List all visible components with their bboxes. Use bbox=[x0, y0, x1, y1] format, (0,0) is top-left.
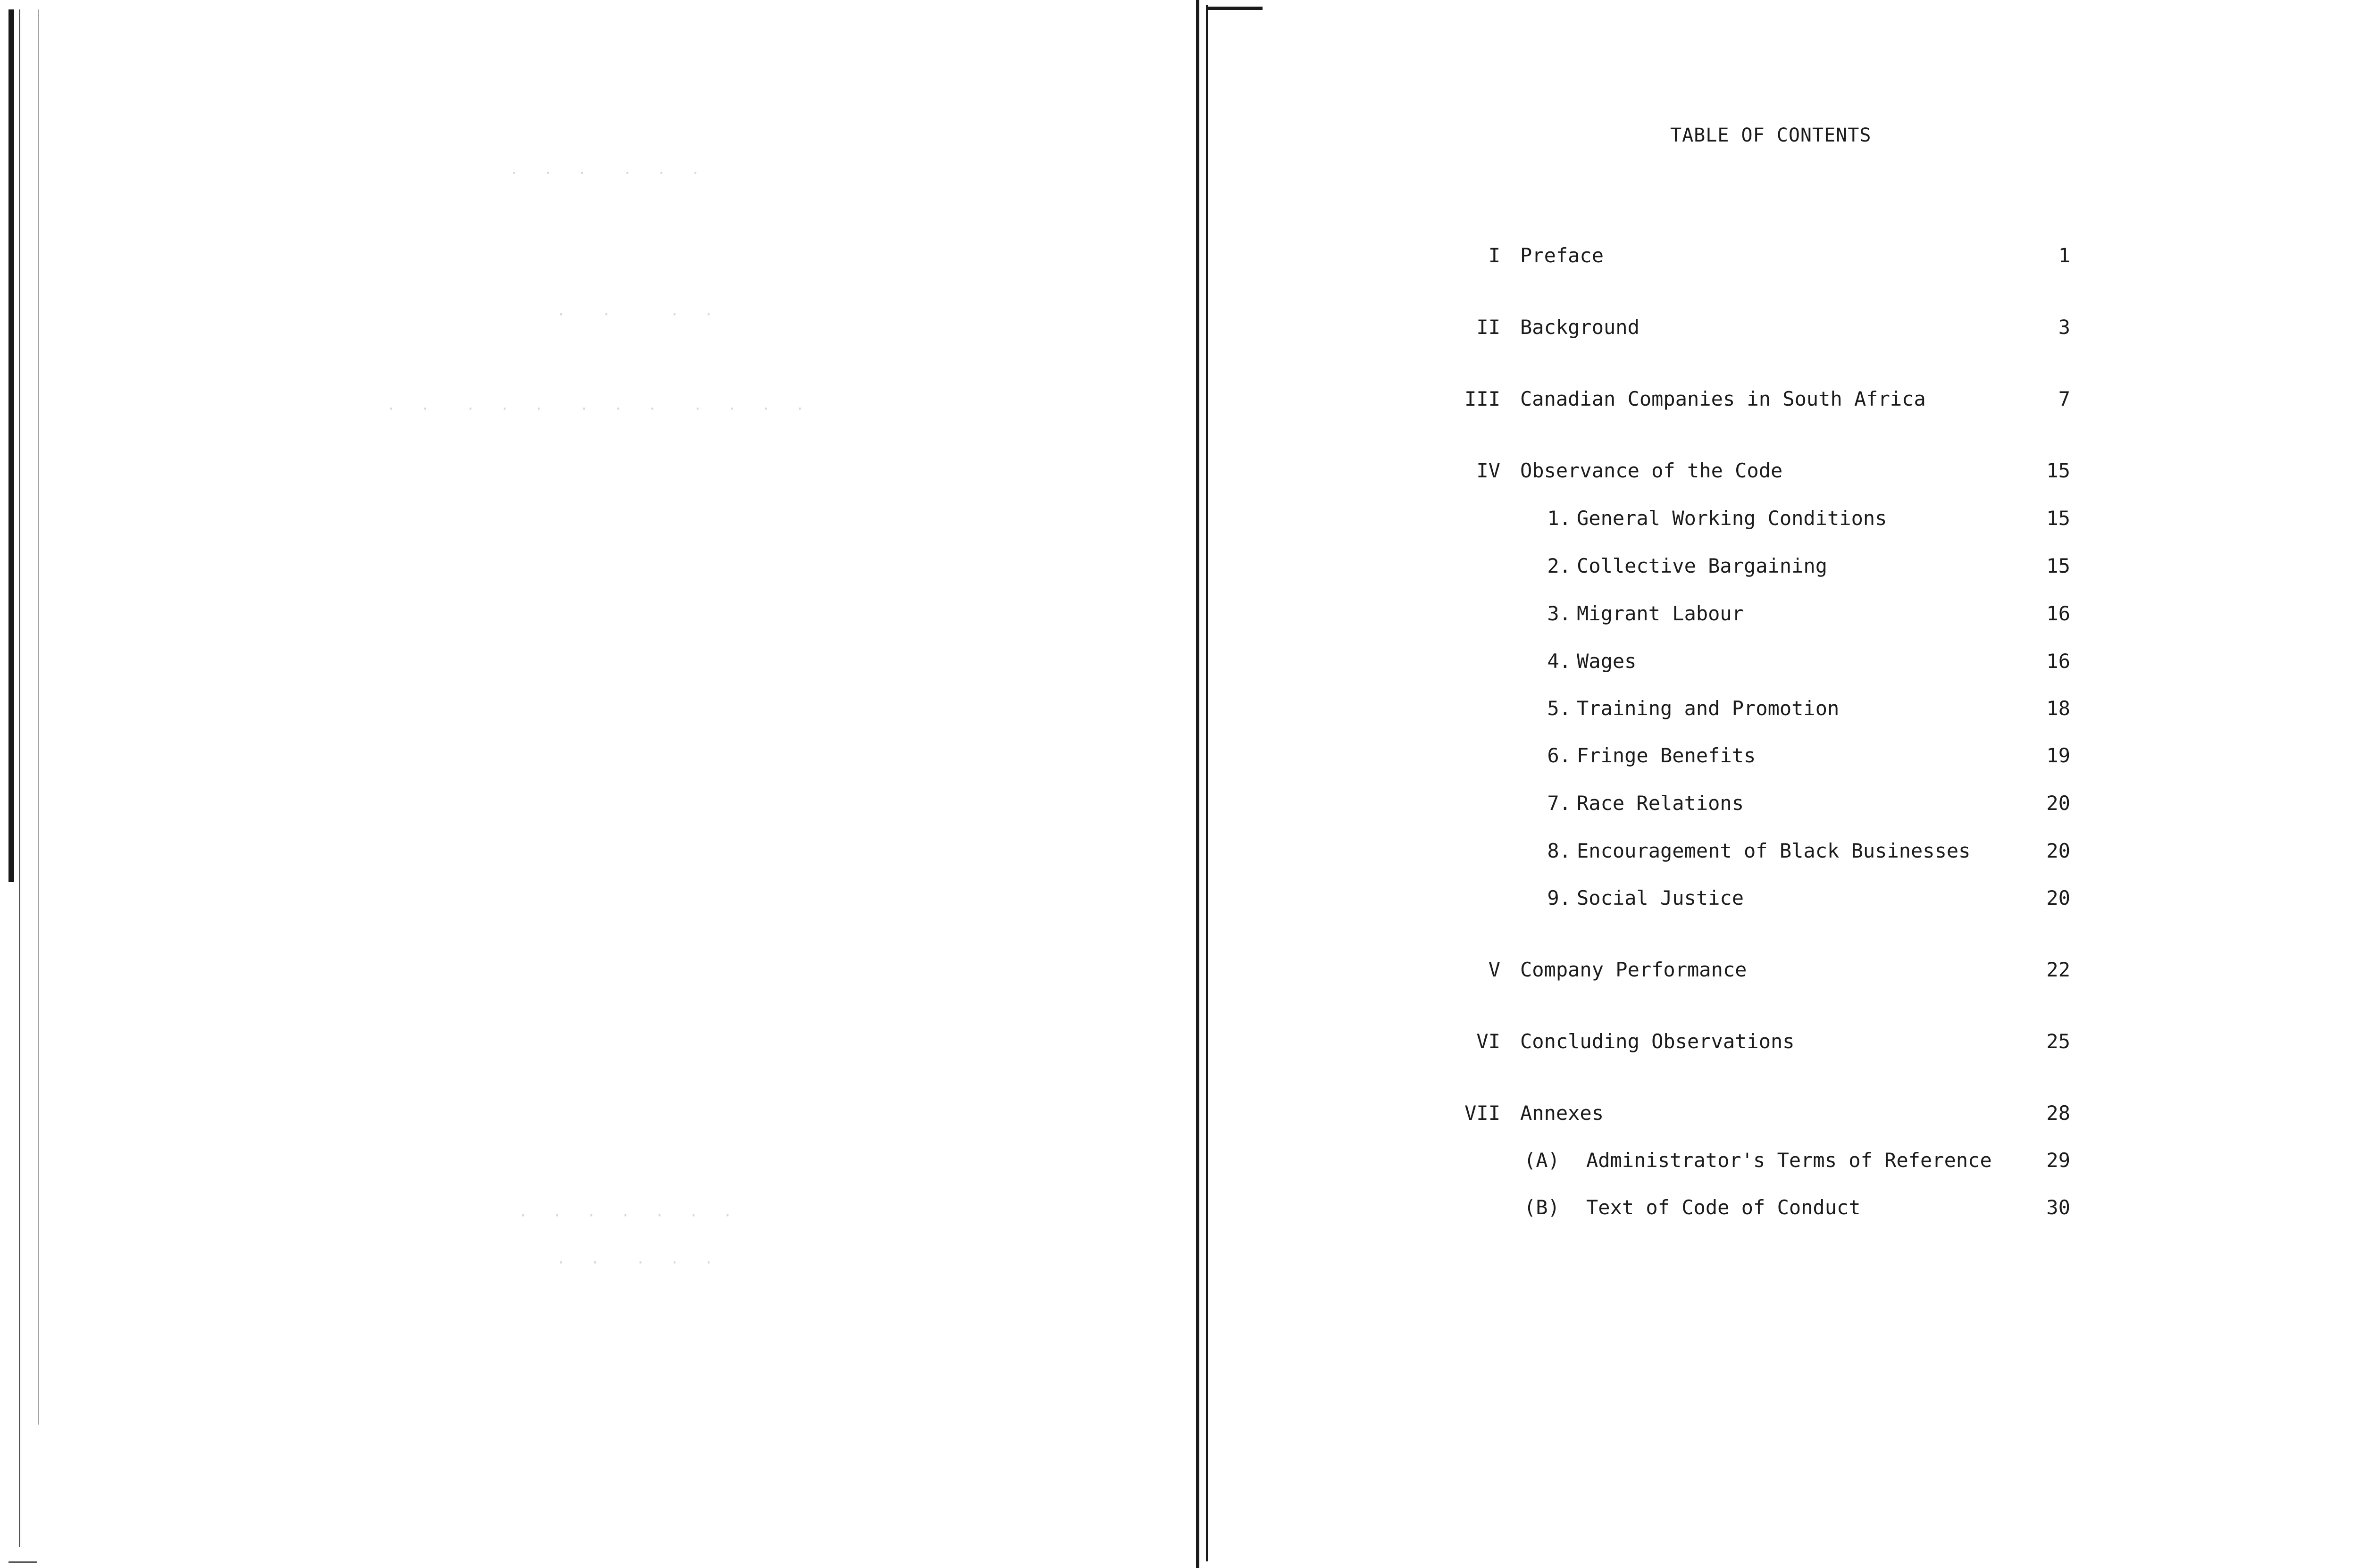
bleed-through-mark: · · · · · · bbox=[510, 165, 703, 182]
toc-subentry bbox=[0, 884, 2359, 912]
toc-entry bbox=[0, 313, 2359, 342]
page-number: 20 bbox=[2046, 792, 2070, 815]
subsection-title: Wages bbox=[1577, 650, 1637, 673]
bleed-through-mark: · · · · · · · bbox=[519, 1208, 735, 1224]
section-number: II bbox=[1476, 316, 1500, 339]
toc-subentry bbox=[0, 504, 2359, 533]
section-number: V bbox=[1488, 958, 1500, 981]
page-number: 18 bbox=[2046, 697, 2070, 720]
page-number: 20 bbox=[2046, 839, 2070, 862]
section-title: Background bbox=[1520, 316, 1640, 339]
subsection-title: Encouragement of Black Businesses bbox=[1577, 839, 1971, 862]
page-number: 15 bbox=[2046, 507, 2070, 530]
page-number: 25 bbox=[2046, 1030, 2070, 1053]
section-title: Concluding Observations bbox=[1520, 1030, 1795, 1053]
section-title: Annexes bbox=[1520, 1101, 1604, 1125]
page-number: 15 bbox=[2046, 459, 2070, 482]
page-title: TABLE OF CONTENTS bbox=[1670, 125, 1872, 146]
subsection-number: 5. bbox=[1547, 697, 1571, 720]
toc-entry bbox=[0, 242, 2359, 270]
page-number: 29 bbox=[2046, 1149, 2070, 1172]
toc-entry bbox=[0, 1027, 2359, 1056]
subsection-number: 8. bbox=[1547, 839, 1571, 862]
toc-entry bbox=[0, 956, 2359, 984]
subsection-title: Collective Bargaining bbox=[1577, 554, 1828, 577]
page-number: 3 bbox=[2058, 316, 2070, 339]
toc-subentry bbox=[0, 837, 2359, 865]
page-number: 19 bbox=[2046, 744, 2070, 767]
subsection-title: General Working Conditions bbox=[1577, 507, 1887, 530]
book-spine bbox=[1196, 0, 1199, 1568]
subsection-number: 7. bbox=[1547, 792, 1571, 815]
page-number: 1 bbox=[2058, 244, 2070, 267]
section-title: Canadian Companies in South Africa bbox=[1520, 387, 1926, 410]
book-spine-edge bbox=[1206, 5, 1208, 1561]
page-number: 15 bbox=[2046, 554, 2070, 577]
subsection-number: 1. bbox=[1547, 507, 1571, 530]
bleed-through-mark: · · · · · · · · · · · · bbox=[387, 401, 807, 417]
section-number: I bbox=[1488, 244, 1500, 267]
page-number: 20 bbox=[2046, 886, 2070, 909]
toc-subentry bbox=[0, 647, 2359, 676]
page-edge-corner bbox=[8, 1561, 37, 1563]
page-number: 16 bbox=[2046, 650, 2070, 673]
toc-subentry bbox=[0, 694, 2359, 723]
toc-entry bbox=[0, 385, 2359, 413]
toc-subentry bbox=[0, 789, 2359, 817]
section-title: Preface bbox=[1520, 244, 1604, 267]
page-number: 28 bbox=[2046, 1101, 2070, 1125]
section-number: VII bbox=[1464, 1101, 1500, 1125]
subsection-number: 2. bbox=[1547, 554, 1571, 577]
subsection-title: Training and Promotion bbox=[1577, 697, 1840, 720]
toc-subentry bbox=[0, 600, 2359, 628]
subsection-title: Race Relations bbox=[1577, 792, 1744, 815]
subsection-title: Migrant Labour bbox=[1577, 602, 1744, 625]
subsection-title: Social Justice bbox=[1577, 886, 1744, 909]
toc-subentry bbox=[0, 552, 2359, 580]
page-number: 7 bbox=[2058, 387, 2070, 410]
subsection-title: Fringe Benefits bbox=[1577, 744, 1756, 767]
toc-entry bbox=[0, 457, 2359, 485]
bleed-through-mark: · · · · bbox=[557, 307, 716, 323]
toc-subentry bbox=[0, 1193, 2359, 1222]
annex-title: Administrator's Terms of Reference bbox=[1586, 1149, 1992, 1172]
section-number: III bbox=[1464, 387, 1500, 410]
bleed-through-mark: · · · · · bbox=[557, 1255, 716, 1271]
annex-title: Text of Code of Conduct bbox=[1586, 1196, 1861, 1219]
subsection-number: 9. bbox=[1547, 886, 1571, 909]
page-number: 30 bbox=[2046, 1196, 2070, 1219]
section-number: VI bbox=[1476, 1030, 1500, 1053]
toc-entry bbox=[0, 1099, 2359, 1127]
section-title: Company Performance bbox=[1520, 958, 1747, 981]
page-edge-line bbox=[19, 9, 20, 1547]
annex-letter: (B) bbox=[1524, 1196, 1560, 1219]
subsection-number: 4. bbox=[1547, 650, 1571, 673]
toc-subentry bbox=[0, 1146, 2359, 1175]
page-number: 16 bbox=[2046, 602, 2070, 625]
section-title: Observance of the Code bbox=[1520, 459, 1783, 482]
page-number: 22 bbox=[2046, 958, 2070, 981]
page-corner-mark bbox=[1206, 7, 1263, 10]
subsection-number: 6. bbox=[1547, 744, 1571, 767]
section-number: IV bbox=[1476, 459, 1500, 482]
annex-letter: (A) bbox=[1524, 1149, 1560, 1172]
subsection-number: 3. bbox=[1547, 602, 1571, 625]
toc-subentry bbox=[0, 742, 2359, 770]
